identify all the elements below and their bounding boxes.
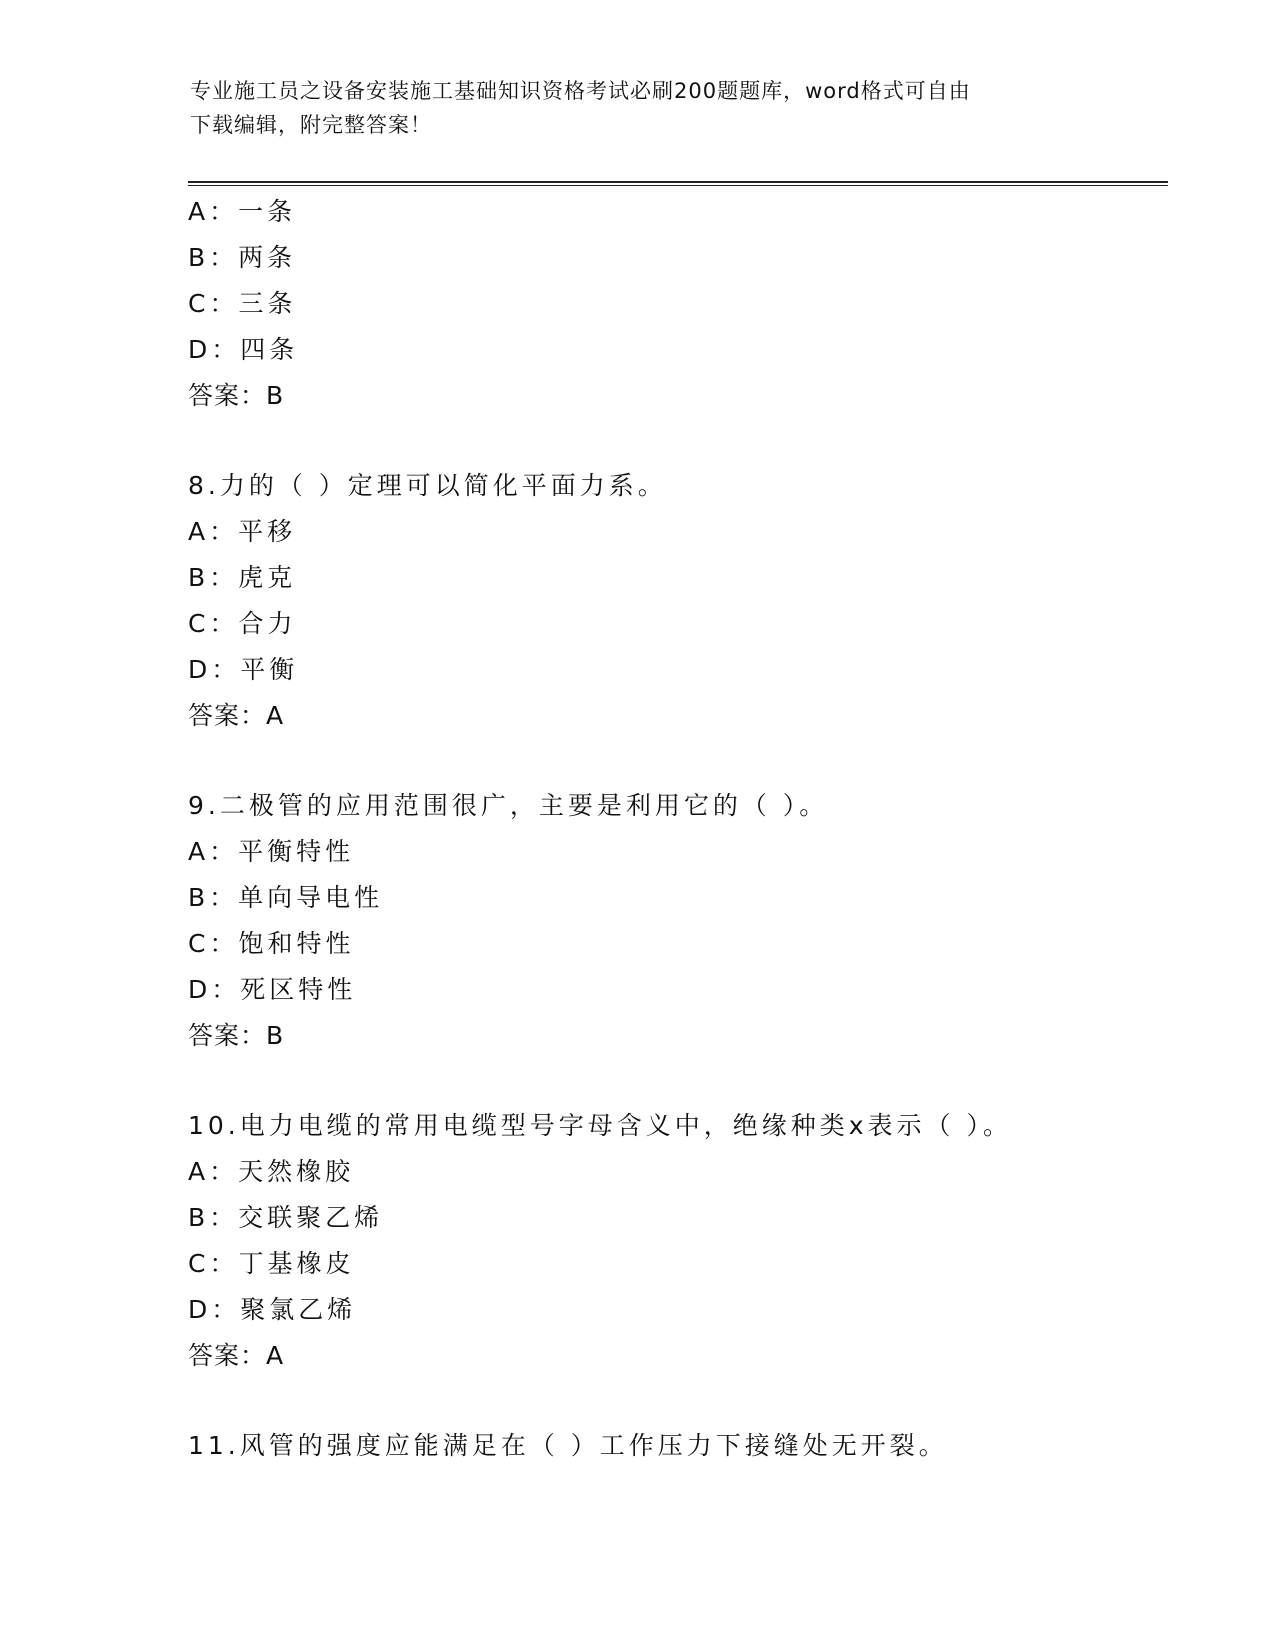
q7-option-c: C：三条 bbox=[188, 289, 297, 318]
q9-question: 9.二极管的应用范围很广，主要是利用它的（ ）。 bbox=[188, 791, 829, 820]
header-divider-thin bbox=[188, 185, 1168, 186]
q10-answer: 答案：A bbox=[188, 1341, 285, 1370]
spacer bbox=[188, 1379, 1168, 1423]
q10-option-b: B：交联聚乙烯 bbox=[188, 1203, 384, 1232]
q7-option-d: D：四条 bbox=[188, 335, 299, 364]
q8-answer: 答案：A bbox=[188, 701, 285, 730]
document-header bbox=[190, 74, 1090, 142]
spacer bbox=[188, 419, 1168, 463]
q8-question: 8.力的（ ）定理可以简化平面力系。 bbox=[188, 471, 667, 500]
q9-option-b: B：单向导电性 bbox=[188, 883, 384, 912]
q8-option-a: A：平移 bbox=[188, 517, 297, 546]
question-11-block bbox=[188, 1423, 1168, 1469]
header-divider-thick bbox=[188, 181, 1168, 183]
q8-option-c: C：合力 bbox=[188, 609, 297, 638]
spacer bbox=[188, 739, 1168, 783]
q10-option-a: A：天然橡胶 bbox=[188, 1157, 355, 1186]
q7-option-b: B：两条 bbox=[188, 243, 297, 272]
q7-option-a: A：一条 bbox=[188, 197, 297, 226]
q10-option-c: C：丁基橡皮 bbox=[188, 1249, 355, 1278]
question-8-block bbox=[188, 463, 1168, 739]
spacer bbox=[188, 1059, 1168, 1103]
q8-option-b: B：虎克 bbox=[188, 563, 297, 592]
question-list bbox=[188, 189, 1168, 1469]
q9-option-d: D：死区特性 bbox=[188, 975, 357, 1004]
q11-question: 11.风管的强度应能满足在（ ）工作压力下接缝处无开裂。 bbox=[188, 1431, 948, 1460]
q9-option-a: A：平衡特性 bbox=[188, 837, 355, 866]
question-7-block bbox=[188, 189, 1168, 419]
q8-option-d: D：平衡 bbox=[188, 655, 299, 684]
q10-question: 10.电力电缆的常用电缆型号字母含义中，绝缘种类x表示（ ）。 bbox=[188, 1111, 1013, 1140]
question-9-block bbox=[188, 783, 1168, 1059]
q9-option-c: C：饱和特性 bbox=[188, 929, 355, 958]
q7-answer: 答案：B bbox=[188, 381, 285, 410]
header-line-1: 专业施工员之设备安装施工基础知识资格考试必刷200题题库，word格式可自由 bbox=[190, 79, 971, 103]
question-10-block bbox=[188, 1103, 1168, 1379]
header-line-2: 下载编辑，附完整答案！ bbox=[190, 113, 432, 137]
q10-option-d: D：聚氯乙烯 bbox=[188, 1295, 357, 1324]
q9-answer: 答案：B bbox=[188, 1021, 285, 1050]
